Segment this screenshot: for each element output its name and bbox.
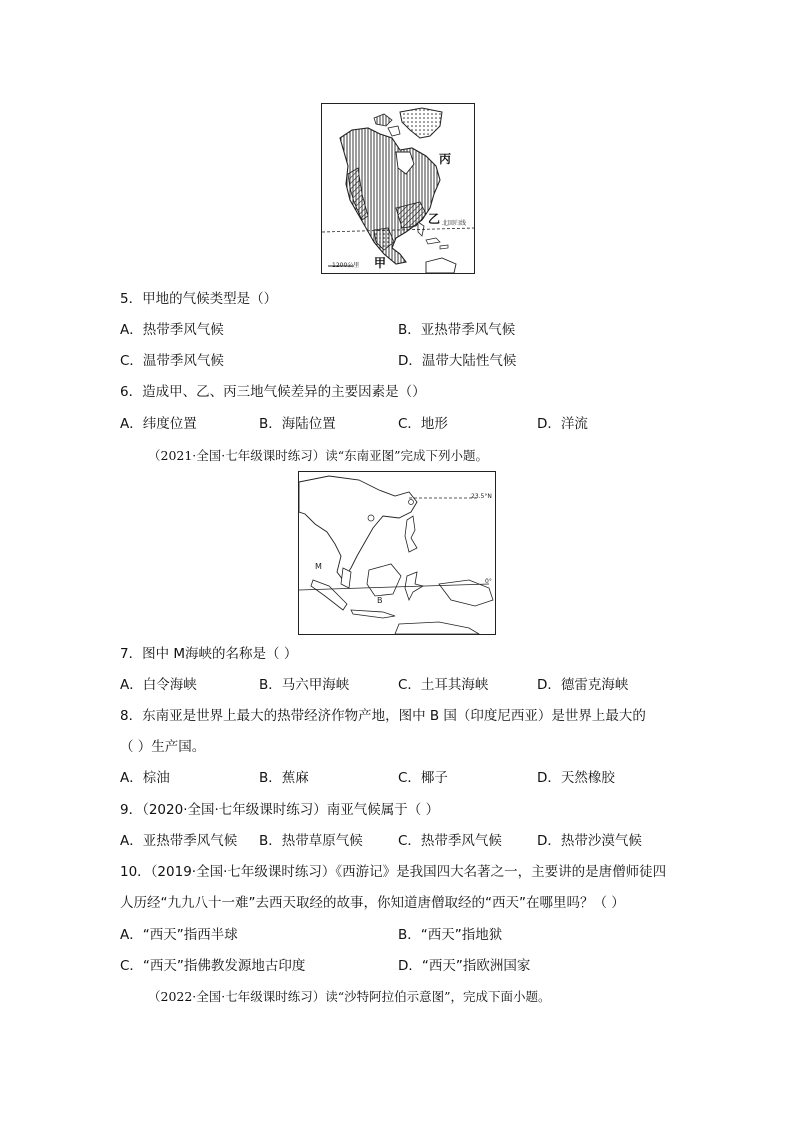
q8-option-b: B．蕉麻 [259,770,309,786]
section-intro-saudi-arabia: （2022·全国·七年级课时练习）读“沙特阿拉伯示意图”，完成下面小题。 [148,989,551,1004]
q6-option-a: A．纬度位置 [120,416,197,432]
q7-option-c: C．土耳其海峡 [398,677,489,693]
section-intro-southeast-asia: （2021·全国·七年级课时练习）读“东南亚图”完成下列小题。 [148,448,489,463]
southeast-asia-map-drawing [299,472,495,634]
q6-option-d: D．洋流 [537,416,588,432]
q9-option-b: B．热带草原气候 [259,833,363,849]
q5-stem: 5．甲地的气候类型是（） [120,291,278,307]
north-america-map [321,103,475,274]
q7-option-d: D．德雷克海峡 [537,677,629,693]
q8-stem: 8．东南亚是世界上最大的热带经济作物产地，图中 B 国（印度尼西亚）是世界上最大的 [120,708,646,724]
q8-option-d: D．天然橡胶 [537,770,615,786]
q6-option-b: B．海陆位置 [259,416,336,432]
map2-label-equator: 0° [485,578,492,585]
map2-label-m: M [315,562,322,571]
map-scale-label: 1200公里 [332,262,360,269]
q9-option-c: C．热带季风气候 [398,833,502,849]
q9-option-a: A．亚热带季风气候 [120,833,238,849]
map2-label-tropic: 23.5°N [471,493,492,500]
q8-option-a: A．棕油 [120,770,170,786]
q10-stem: 10．（2019·全国·七年级课时练习）《西游记》是我国四大名著之一，主要讲的是唐僧师徒四 [120,864,667,880]
map2-label-b: B [377,596,383,605]
q10-option-c: C．“西天”指佛教发源地古印度 [120,958,306,974]
q9-option-d: D．热带沙漠气候 [537,833,642,849]
q6-stem: 6．造成甲、乙、丙三地气候差异的主要因素是（） [120,384,426,400]
q10-stem-continued: 人历经“九九八十一难”去西天取经的故事，你知道唐僧取经的“西天”在哪里吗？（ ） [120,895,625,911]
map-label-jia: 甲 [374,256,387,270]
southeast-asia-map [298,471,496,635]
q5-option-c: C．温带季风气候 [120,353,224,369]
q10-option-b: B．“西天”指地狱 [398,927,503,943]
q8-option-c: C．椰子 [398,770,448,786]
map-label-bing: 丙 [439,152,452,166]
q8-stem-continued: （ ）生产国。 [120,739,206,755]
map-label-yi: 乙 [428,212,441,226]
q7-option-b: B．马六甲海峡 [259,677,350,693]
q5-option-a: A．热带季风气候 [120,322,224,338]
q10-option-d: D．“西天”指欧洲国家 [398,958,531,974]
q10-option-a: A．“西天”指西半球 [120,927,238,943]
q6-option-c: C．地形 [398,416,448,432]
map-label-tropic: 北回归线 [442,220,467,227]
north-america-map-drawing [322,104,474,273]
q5-option-d: D．温带大陆性气候 [398,353,517,369]
q7-option-a: A．白令海峡 [120,677,197,693]
q7-stem: 7．图中 M海峡的名称是（ ） [120,646,298,662]
q9-stem: 9．（2020·全国·七年级课时练习）南亚气候属于（ ） [120,802,440,818]
q5-option-b: B．亚热带季风气候 [398,322,516,338]
